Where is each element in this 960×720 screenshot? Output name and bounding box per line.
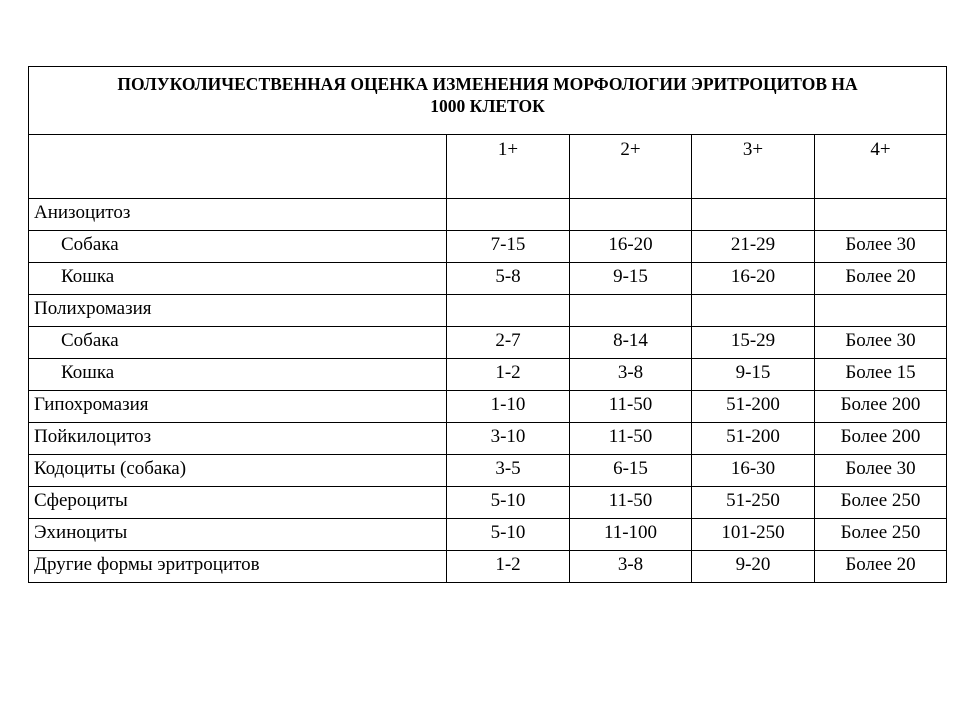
value-cell xyxy=(447,295,570,327)
value-cell: Более 200 xyxy=(815,391,947,423)
table-row xyxy=(29,455,947,487)
value-cell: 5-10 xyxy=(447,519,570,551)
value-cell: 8-14 xyxy=(570,327,692,359)
value-cell xyxy=(570,199,692,231)
row-label: Полихромазия xyxy=(29,295,447,327)
header-cell: 2+ xyxy=(570,135,692,199)
value-cell: 5-10 xyxy=(447,487,570,519)
table-row xyxy=(29,487,947,519)
table-header-row xyxy=(29,135,947,199)
value-cell: Более 30 xyxy=(815,455,947,487)
value-cell: 11-50 xyxy=(570,423,692,455)
value-cell: 3-8 xyxy=(570,359,692,391)
value-cell: 16-30 xyxy=(692,455,815,487)
value-cell: 21-29 xyxy=(692,231,815,263)
value-cell: 1-2 xyxy=(447,551,570,583)
row-label: Эхиноциты xyxy=(29,519,447,551)
table-row xyxy=(29,231,947,263)
table-title xyxy=(29,67,947,135)
value-cell: Более 15 xyxy=(815,359,947,391)
value-cell: 2-7 xyxy=(447,327,570,359)
value-cell xyxy=(815,295,947,327)
value-cell: 15-29 xyxy=(692,327,815,359)
header-cell: 4+ xyxy=(815,135,947,199)
value-cell: 3-10 xyxy=(447,423,570,455)
value-cell: 16-20 xyxy=(692,263,815,295)
row-label: Анизоцитоз xyxy=(29,199,447,231)
table-row xyxy=(29,423,947,455)
value-cell: Более 200 xyxy=(815,423,947,455)
value-cell: 16-20 xyxy=(570,231,692,263)
table-title-line-2: 1000 КЛЕТОК xyxy=(430,96,545,116)
row-label: Гипохромазия xyxy=(29,391,447,423)
row-label: Кодоциты (собака) xyxy=(29,455,447,487)
row-label: Пойкилоцитоз xyxy=(29,423,447,455)
value-cell: 1-2 xyxy=(447,359,570,391)
value-cell: 11-50 xyxy=(570,391,692,423)
value-cell: Более 30 xyxy=(815,327,947,359)
value-cell: 51-200 xyxy=(692,391,815,423)
value-cell: Более 20 xyxy=(815,551,947,583)
table-row xyxy=(29,263,947,295)
table-row xyxy=(29,551,947,583)
table-row xyxy=(29,391,947,423)
value-cell xyxy=(815,199,947,231)
value-cell: 9-15 xyxy=(692,359,815,391)
value-cell: Более 20 xyxy=(815,263,947,295)
row-label: Кошка xyxy=(29,359,447,391)
row-label: Сфероциты xyxy=(29,487,447,519)
value-cell: 7-15 xyxy=(447,231,570,263)
value-cell: 11-100 xyxy=(570,519,692,551)
value-cell: 1-10 xyxy=(447,391,570,423)
value-cell xyxy=(447,199,570,231)
row-label: Кошка xyxy=(29,263,447,295)
header-cell xyxy=(29,135,447,199)
value-cell: 51-250 xyxy=(692,487,815,519)
table-row xyxy=(29,359,947,391)
header-cell: 3+ xyxy=(692,135,815,199)
value-cell: 101-250 xyxy=(692,519,815,551)
value-cell: 3-8 xyxy=(570,551,692,583)
table-row xyxy=(29,199,947,231)
table-row xyxy=(29,519,947,551)
value-cell xyxy=(570,295,692,327)
value-cell xyxy=(692,199,815,231)
table-title-row xyxy=(29,67,947,135)
value-cell: Более 250 xyxy=(815,519,947,551)
value-cell: Более 30 xyxy=(815,231,947,263)
row-label: Другие формы эритроцитов xyxy=(29,551,447,583)
header-cell: 1+ xyxy=(447,135,570,199)
morphology-table xyxy=(28,66,947,583)
row-label: Собака xyxy=(29,327,447,359)
value-cell: 51-200 xyxy=(692,423,815,455)
table-row xyxy=(29,295,947,327)
value-cell: Более 250 xyxy=(815,487,947,519)
value-cell xyxy=(692,295,815,327)
value-cell: 9-15 xyxy=(570,263,692,295)
table-title-line-1: ПОЛУКОЛИЧЕСТВЕННАЯ ОЦЕНКА ИЗМЕНЕНИЯ МОРФОЛОГИИ ЭРИТРОЦИТОВ НА xyxy=(117,74,858,94)
value-cell: 5-8 xyxy=(447,263,570,295)
value-cell: 9-20 xyxy=(692,551,815,583)
value-cell: 6-15 xyxy=(570,455,692,487)
row-label: Собака xyxy=(29,231,447,263)
table-row xyxy=(29,327,947,359)
value-cell: 3-5 xyxy=(447,455,570,487)
value-cell: 11-50 xyxy=(570,487,692,519)
